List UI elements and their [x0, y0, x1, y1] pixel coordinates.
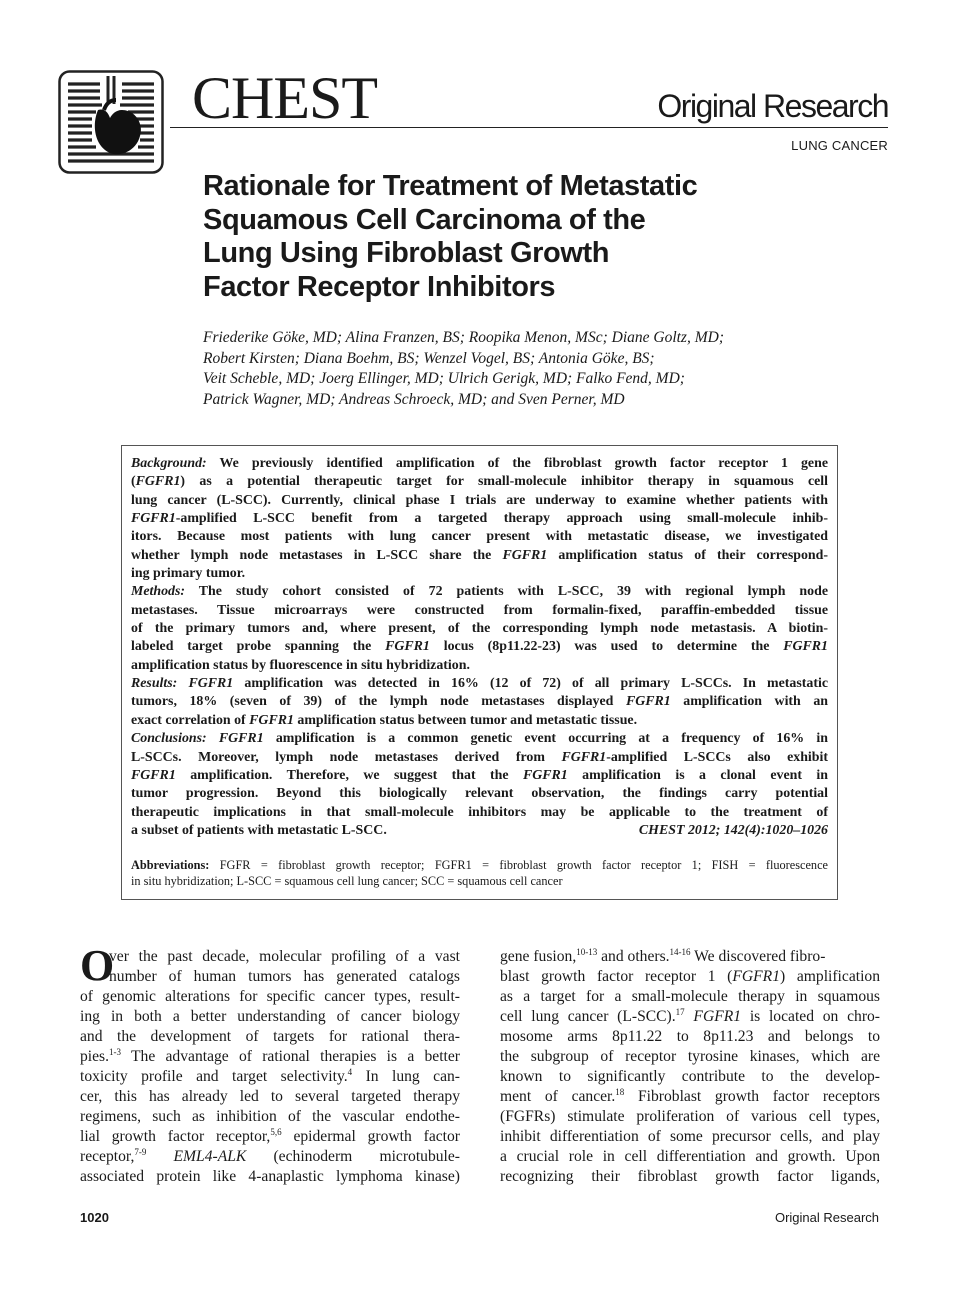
abstract-label-conclusions: Conclusions:	[131, 731, 207, 747]
abstract-line: amplification status by fluorescence in situ hybridization.	[131, 657, 470, 673]
body-column-right	[500, 947, 880, 1187]
title-line: Squamous Cell Carcinoma of the	[203, 203, 646, 236]
author-line: Veit Scheble, MD; Joerg Ellinger, MD; Ulrich Gerigk, MD; Falko Fend, MD;	[203, 370, 685, 387]
body-column-left	[80, 947, 460, 1187]
article-type: Original Research	[657, 88, 888, 124]
abstract-line: tumors, 18% (seven of 39) of the lymph node metastases displayed FGFR1 amplification with an	[131, 694, 829, 710]
body-line: receptor,$^{7-9}$ EML4-ALK (echinoderm microtubule-	[80, 1146, 460, 1165]
article-title	[203, 170, 823, 304]
abstract-line: therapeutic implications in that small-molecule inhibitors may be applicable to the treatment of	[131, 804, 828, 820]
body-line: lial growth factor receptor,$^{5,6}$ epidermal growth factor	[80, 1126, 461, 1145]
abstract-line: L-SCCs. Moreover, lymph node metastases derived from FGFR1-amplified L-SCCs also exhibit	[131, 749, 829, 765]
body-line: (FGFRs) stimulate proliferation of various cell types,	[500, 1108, 880, 1125]
body-line: a crucial role in cell differentiation and growth. Upon	[500, 1148, 880, 1165]
abstract-label-background: Background:	[131, 456, 207, 471]
abstract-line: FGFR1 amplification. Therefore, we suggest that the FGFR1 amplification is a clonal event in	[131, 767, 828, 783]
title-line: Factor Receptor Inhibitors	[203, 270, 556, 303]
abbreviations-line: Abbreviations: FGFR = fibroblast growth receptor; FGFR1 = fibroblast growth factor receptor 1; FISH = fluorescence	[131, 858, 828, 872]
body-line: ing in both a better understanding of cancer biology	[80, 1008, 460, 1025]
abstract-line: ing primary tumor.	[131, 566, 246, 582]
abbreviations-label: Abbreviations:	[131, 858, 210, 872]
title-line: Lung Using Fibroblast Growth	[203, 237, 610, 269]
body-line: toxicity profile and target selectivity.$^4$ In lung can-	[80, 1066, 460, 1085]
body-line: as a target for a small-molecule therapy in squamous	[500, 988, 880, 1005]
body-line: ment of cancer.$^{18}$ Fibroblast growth factor receptors	[500, 1086, 880, 1105]
abstract-label-results: Results:	[131, 676, 178, 692]
abstract-line: whether lymph node metastases in L-SCC share the FGFR1 amplification status of their correspond-	[131, 547, 828, 563]
abstract-label-methods: Methods:	[131, 584, 186, 600]
footer-label: Original Research	[774, 1210, 879, 1225]
abstract-line: Results: FGFR1 amplification was detected in 16% (12 of 72) of all primary L-SCCs. In metastatic	[131, 676, 828, 692]
body-line: mosome arms 8p11.22 to 8p11.23 and belongs to	[500, 1028, 880, 1045]
body-line: ver the past decade, molecular profiling of a vast	[109, 948, 460, 965]
abstract-line: itors. Because most patients with lung cancer present with metastatic disease, we investigated	[131, 529, 828, 545]
abstract	[131, 455, 828, 840]
body-line: regimens, such as inhibition of the vascular endothe-	[80, 1108, 460, 1125]
drop-cap: O	[80, 941, 115, 990]
author-line: Friederike Göke, MD; Alina Franzen, BS; Roopika Menon, MSc; Diane Goltz, MD;	[203, 329, 724, 346]
author-line: Robert Kirsten; Diana Boehm, BS; Wenzel Vogel, BS; Antonia Göke, BS;	[203, 349, 655, 367]
body-line: known to significantly contribute to the develop-	[500, 1068, 880, 1085]
author-line: Patrick Wagner, MD; Andreas Schroeck, MD; and Sven Perner, MD	[203, 390, 625, 408]
body-line: associated protein like 4-anaplastic lymphoma kinase)	[80, 1168, 460, 1185]
journal-logo	[58, 70, 164, 174]
journal-citation: CHEST 2012; 142(4):1020–1026	[638, 822, 828, 838]
abstract-line: metastases. Tissue microarrays were constructed from formalin-fixed, paraffin-embedded tissue	[131, 602, 828, 618]
body-line: of genomic alterations for specific cancer types, result-	[80, 988, 460, 1005]
body-line: inhibit differentiation of some precursor cells, and play	[500, 1128, 880, 1145]
body-line: recognizing their fibroblast growth factor ligands,	[500, 1168, 880, 1185]
body-line: blast growth factor receptor 1 (FGFR1) amplification	[500, 968, 880, 985]
abstract-line: (FGFR1) as a potential therapeutic target for small-molecule inhibitor therapy in squamous cell	[131, 474, 828, 490]
abstract-line: exact correlation of FGFR1 amplification status between tumor and metastatic tissue.	[131, 712, 638, 728]
body-line: gene fusion,$^{10-13}$ and others.$^{14-16}$ We discovered fibro-	[500, 946, 826, 965]
abstract-line: of the primary tumors and, where present, of the corresponding lymph node metastasis. A biotin-	[131, 621, 828, 637]
abstract-line: FGFR1-amplified L-SCC benefit from a targeted therapy approach using small-molecule inhib-	[131, 511, 828, 527]
body-line: number of human tumors has generated catalogs	[109, 968, 460, 985]
abstract-line: Methods: The study cohort consisted of 72 patients with L-SCC, 39 with regional lymph node	[131, 584, 828, 600]
body-line: and the development of targets for rational thera-	[80, 1028, 460, 1045]
body-line: cer, this has already led to several targeted therapy	[80, 1088, 460, 1105]
abstract-line: Background: We previously identified amplification of the fibroblast growth factor receptor 1 gene	[131, 456, 828, 471]
body-line: the subgroup of receptor tyrosine kinases, which are	[500, 1048, 880, 1065]
abstract-line: lung cancer (L-SCC). Currently, clinical phase I trials are underway to examine whether patients with	[131, 492, 828, 508]
journal-name: CHEST	[192, 65, 378, 131]
abstract-line: labeled target probe spanning the FGFR1 locus (8p11.22-23) was used to determine the FGFR1	[131, 639, 828, 655]
page-number: 1020	[80, 1210, 109, 1225]
header-rule	[170, 127, 888, 128]
abstract-line: Conclusions: FGFR1 amplification is a common genetic event occurring at a frequency of 16% in	[131, 731, 828, 747]
abbreviations-line: in situ hybridization; L-SCC = squamous cell lung cancer; SCC = squamous cell cancer	[131, 874, 563, 888]
author-list	[203, 328, 843, 410]
body-line: pies.$^{1-3}$ The advantage of rational therapies is a better	[80, 1046, 460, 1065]
title-line: Rationale for Treatment of Metastatic	[203, 170, 698, 202]
abbreviations	[131, 857, 828, 889]
section-label: LUNG CANCER	[791, 138, 888, 153]
lung-heart-icon	[58, 70, 164, 174]
abstract-line: a subset of patients with metastatic L-SCC. CHEST 2012; 142(4):1020–1026	[131, 822, 828, 840]
abstract-line: tumor progression. Beyond this biologically relevant observation, the findings carry potential	[131, 786, 828, 802]
body-line: cell lung cancer (L-SCC).$^{17}$ FGFR1 is located on chro-	[500, 1006, 881, 1025]
